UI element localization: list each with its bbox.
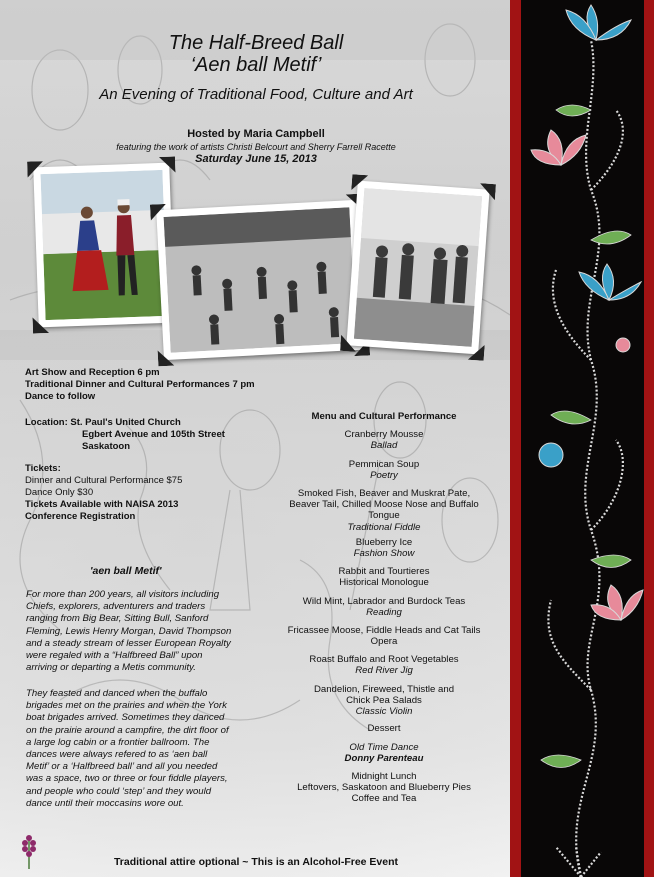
schedule	[25, 367, 255, 403]
performer-name: Donny Parenteau	[344, 753, 424, 765]
menu-performance: Reading	[366, 607, 402, 619]
footer-note: Traditional attire optional ~ This is an Alcohol-Free Event	[113, 856, 399, 868]
tickets	[25, 463, 182, 523]
story-paragraph-1: For more than 200 years, all visitors including Chiefs, explorers, adventurers and traders ranging from Big Bear, Sitting Bull, Sanford Fleming, Lewis Henry Morgan, David Thompson and a steady stream of lesser European Royalty were regaled with a “Halfbreed Ball” upon arriving or departing a Metis community.	[26, 589, 232, 674]
photo-fiddlers	[346, 181, 489, 355]
menu-old-time-dance: Old Time Dance Donny Parenteau	[272, 742, 496, 764]
event-subtitle: An Evening of Traditional Food, Culture and Art	[99, 86, 413, 103]
location	[25, 417, 225, 453]
menu-food: Wild Mint, Labrador and Burdock Teas	[302, 596, 466, 607]
ticket-price: Dance Only $30	[25, 487, 94, 498]
menu-midnight-lunch: Midnight Lunch Leftovers, Saskatoon and Blueberry Pies Coffee and Tea	[297, 771, 471, 805]
menu-item	[272, 654, 496, 676]
menu-food: Smoked Fish, Beaver and Muskrat Pate, Beaver Tail, Chilled Moose Nose and Buffalo Tongue	[289, 488, 479, 522]
menu-item	[272, 596, 496, 618]
menu-food: Roast Buffalo and Root Vegetables	[309, 654, 459, 665]
menu-performance: Poetry	[370, 470, 398, 482]
pink-flower-icon	[531, 130, 643, 620]
menu-item	[272, 684, 496, 718]
menu-performance: Classic Violin	[355, 706, 413, 718]
menu-food: Cranberry Mousse	[344, 429, 424, 440]
menu-item	[272, 459, 496, 481]
menu-performance: Red River Jig	[355, 665, 413, 677]
menu-food: Fricassee Moose, Fiddle Heads and Cat Tails	[287, 625, 481, 636]
menu-performance: Historical Monologue	[339, 577, 429, 589]
menu-item	[272, 566, 496, 588]
photo-ballroom-sketch	[156, 200, 364, 360]
story-title: 'aen ball Metif'	[90, 565, 162, 577]
menu-heading: Menu and Cultural Performance	[311, 411, 457, 422]
location-line: Egbert Avenue and 105th Street	[82, 429, 225, 440]
menu-item	[272, 537, 496, 559]
host-line: Hosted by Maria Campbell	[187, 128, 325, 140]
menu-food: Pemmican Soup	[348, 459, 420, 470]
menu-item	[272, 488, 496, 533]
location-line: Saskatoon	[82, 441, 131, 452]
photo-dancers	[33, 163, 175, 328]
story-paragraph-2: They feasted and danced when the buffalo brigades met on the prairies and when the York boat brigades arrived. Sometimes they danced on the prairie around a campfire, the dirt floor of a large log cabin or a frontier ballroom. The dances were always refered to as ‘aen ball Metif’ or a ‘Halfbreed ball’ and all you needed was a space, two or three or four fiddle players, and people who could ‘step’ and they would dance until their moccasins wore out.	[26, 688, 229, 809]
menu-item	[272, 429, 496, 451]
location-line: Location: St. Paul's United Church	[25, 417, 181, 428]
menu-item	[272, 625, 496, 647]
schedule-item: Art Show and Reception 6 pm	[25, 367, 160, 378]
menu-dessert: Dessert	[367, 723, 401, 734]
event-title-metif: ‘Aen ball Metif’	[190, 54, 322, 76]
menu-food: Blueberry Ice	[355, 537, 413, 548]
menu-food: Rabbit and Tourtieres	[338, 566, 430, 577]
menu-performance: Traditional Fiddle	[347, 521, 421, 533]
menu-performance: Fashion Show	[353, 548, 415, 560]
event-title: The Half-Breed Ball	[168, 32, 344, 54]
schedule-item: Traditional Dinner and Cultural Performances 7 pm	[25, 379, 255, 390]
featuring-line: featuring the work of artists Christi Belcourt and Sherry Farrell Racette	[116, 142, 396, 152]
schedule-item: Dance to follow	[25, 391, 96, 402]
ticket-price: Dinner and Cultural Performance $75	[25, 475, 183, 486]
menu-performance: Opera	[370, 636, 398, 648]
ticket-note: Tickets Available with NAISA 2013	[25, 499, 179, 510]
event-date: Saturday June 15, 2013	[195, 153, 317, 165]
leaf-icon	[541, 105, 631, 768]
menu-food: Dandelion, Fireweed, Thistle and Chick Pea Salads	[313, 684, 455, 707]
menu-performance: Ballad	[370, 440, 398, 452]
ticket-note: Conference Registration	[25, 511, 136, 522]
tickets-heading: Tickets:	[25, 463, 61, 474]
floral-beadwork-vine	[521, 0, 644, 877]
